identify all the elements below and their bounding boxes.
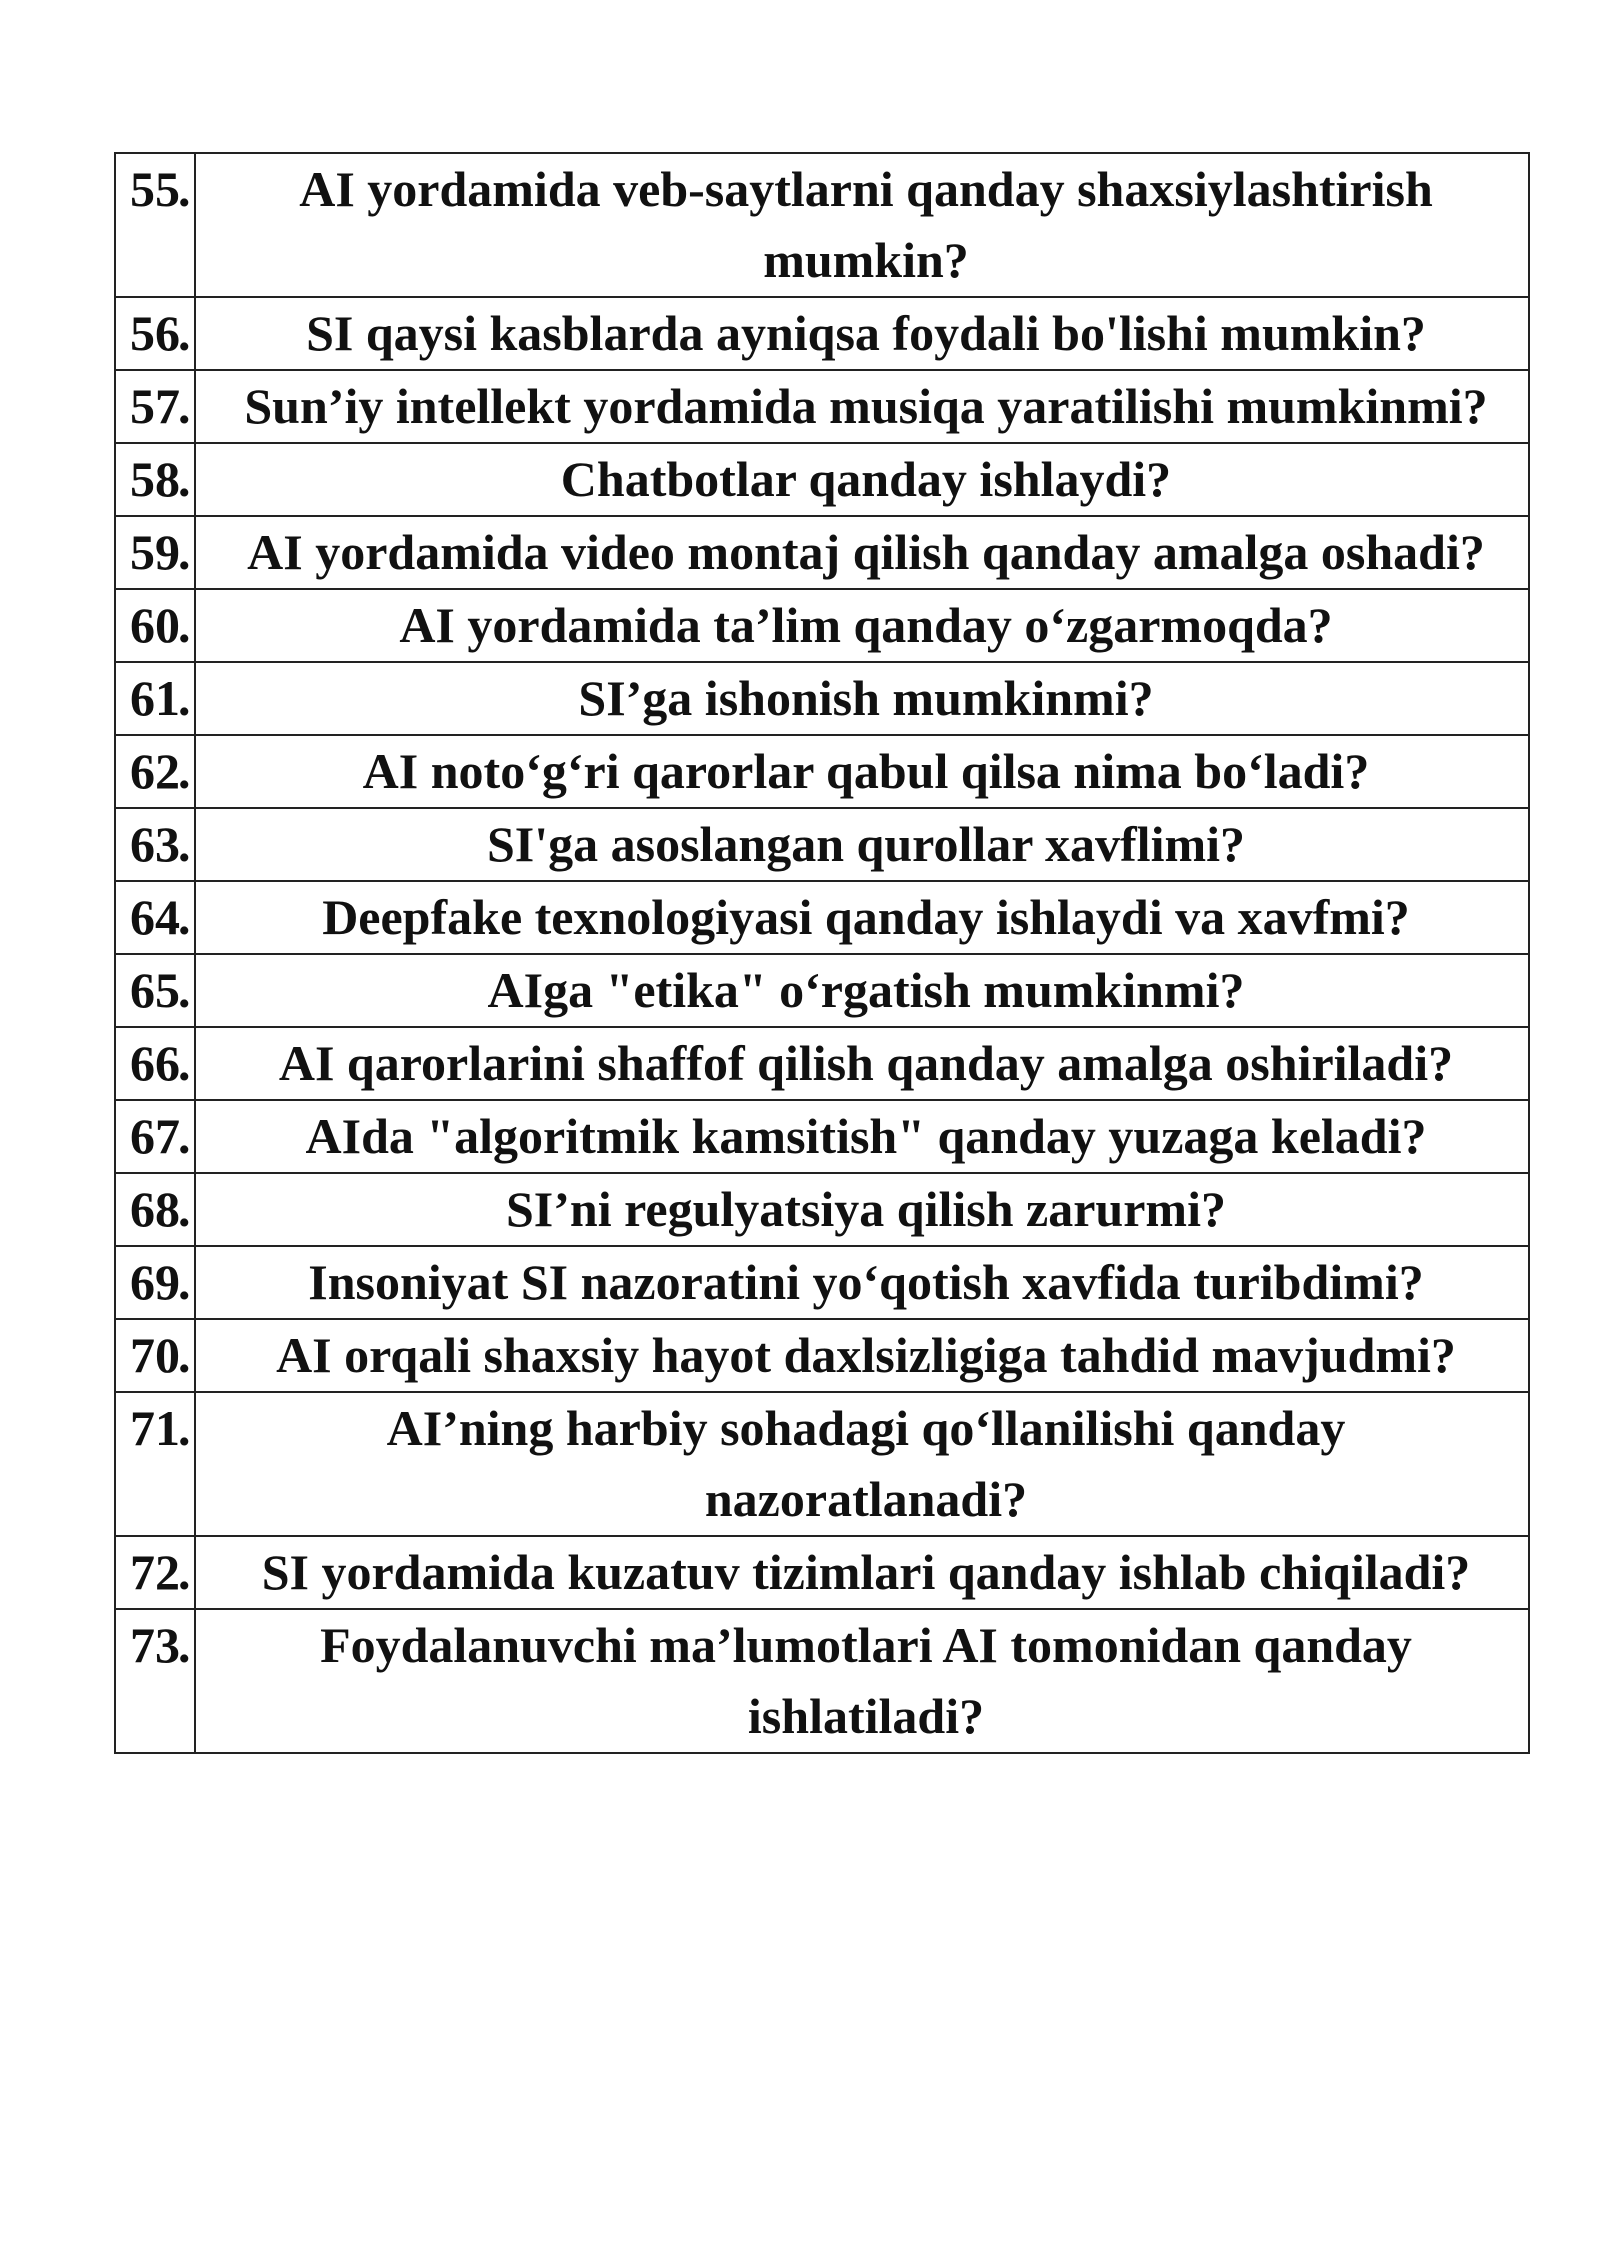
number-dot: . xyxy=(178,889,191,945)
question-number-cell xyxy=(115,1609,195,1753)
number-dot: . xyxy=(178,670,191,726)
number-dot: . xyxy=(178,597,191,653)
number-dot: . xyxy=(178,1108,191,1164)
question-number: 73 xyxy=(130,1617,180,1673)
question-number-cell xyxy=(115,881,195,954)
question-row xyxy=(115,1319,1529,1392)
question-text-cell: SI’ga ishonish mumkinmi? xyxy=(195,662,1529,735)
question-text-cell: SI qaysi kasblarda ayniqsa foydali bo'lishi mumkin? xyxy=(195,297,1529,370)
question-number: 66 xyxy=(130,1035,180,1091)
question-row xyxy=(115,1536,1529,1609)
number-dot: . xyxy=(178,962,191,1018)
question-text-cell: Sun’iy intellekt yordamida musiqa yaratilishi mumkinmi? xyxy=(195,370,1529,443)
question-number: 71 xyxy=(130,1400,180,1456)
question-table xyxy=(114,152,1530,1754)
question-row xyxy=(115,1609,1529,1753)
number-dot: . xyxy=(178,1035,191,1091)
question-number: 58 xyxy=(130,451,180,507)
question-number: 55 xyxy=(130,161,180,217)
number-dot: . xyxy=(178,161,191,217)
question-text-cell: SI yordamida kuzatuv tizimlari qanday ishlab chiqiladi? xyxy=(195,1536,1529,1609)
question-row xyxy=(115,735,1529,808)
question-number: 57 xyxy=(130,378,180,434)
question-number-cell xyxy=(115,153,195,297)
question-table-body xyxy=(115,153,1529,1753)
question-number-cell xyxy=(115,1100,195,1173)
question-row xyxy=(115,662,1529,735)
question-text-cell: AI yordamida veb-saytlarni qanday shaxsiylashtirish mumkin? xyxy=(195,153,1529,297)
question-number: 72 xyxy=(130,1544,180,1600)
question-text-cell: AI yordamida video montaj qilish qanday amalga oshadi? xyxy=(195,516,1529,589)
number-dot: . xyxy=(178,1617,191,1673)
question-number-cell xyxy=(115,1173,195,1246)
question-row xyxy=(115,1027,1529,1100)
question-row xyxy=(115,1173,1529,1246)
number-dot: . xyxy=(178,1327,191,1383)
question-row xyxy=(115,1100,1529,1173)
question-text-cell: AI orqali shaxsiy hayot daxlsizligiga tahdid mavjudmi? xyxy=(195,1319,1529,1392)
question-number-cell xyxy=(115,297,195,370)
question-row xyxy=(115,881,1529,954)
question-number: 59 xyxy=(130,524,180,580)
question-number-cell xyxy=(115,1392,195,1536)
question-text-cell: AI yordamida ta’lim qanday o‘zgarmoqda? xyxy=(195,589,1529,662)
question-number: 68 xyxy=(130,1181,180,1237)
question-number: 62 xyxy=(130,743,180,799)
question-row xyxy=(115,589,1529,662)
question-row xyxy=(115,1392,1529,1536)
question-number-cell xyxy=(115,662,195,735)
number-dot: . xyxy=(178,1400,191,1456)
question-text-cell: AIga "etika" o‘rgatish mumkinmi? xyxy=(195,954,1529,1027)
question-number-cell xyxy=(115,370,195,443)
question-number: 65 xyxy=(130,962,180,1018)
number-dot: . xyxy=(178,1254,191,1310)
question-row xyxy=(115,370,1529,443)
question-number-cell xyxy=(115,1246,195,1319)
number-dot: . xyxy=(178,1181,191,1237)
question-number-cell xyxy=(115,516,195,589)
question-text-cell: SI’ni regulyatsiya qilish zarurmi? xyxy=(195,1173,1529,1246)
question-text-cell: AI noto‘g‘ri qarorlar qabul qilsa nima bo‘ladi? xyxy=(195,735,1529,808)
number-dot: . xyxy=(178,816,191,872)
question-row xyxy=(115,153,1529,297)
question-number: 64 xyxy=(130,889,180,945)
number-dot: . xyxy=(178,743,191,799)
question-number-cell xyxy=(115,1027,195,1100)
question-number-cell xyxy=(115,954,195,1027)
question-number-cell xyxy=(115,443,195,516)
question-number: 61 xyxy=(130,670,180,726)
question-text-cell: AI qarorlarini shaffof qilish qanday amalga oshiriladi? xyxy=(195,1027,1529,1100)
question-number-cell xyxy=(115,589,195,662)
number-dot: . xyxy=(178,451,191,507)
question-number: 67 xyxy=(130,1108,180,1164)
question-text-cell: AIda "algoritmik kamsitish" qanday yuzaga keladi? xyxy=(195,1100,1529,1173)
question-number: 63 xyxy=(130,816,180,872)
question-row xyxy=(115,443,1529,516)
question-text-cell: AI’ning harbiy sohadagi qo‘llanilishi qanday nazoratlanadi? xyxy=(195,1392,1529,1536)
question-row xyxy=(115,954,1529,1027)
question-number-cell xyxy=(115,1536,195,1609)
question-number: 70 xyxy=(130,1327,180,1383)
question-number: 69 xyxy=(130,1254,180,1310)
question-text-cell: Insoniyat SI nazoratini yo‘qotish xavfida turibdimi? xyxy=(195,1246,1529,1319)
number-dot: . xyxy=(178,1544,191,1600)
question-text-cell: Foydalanuvchi ma’lumotlari AI tomonidan qanday ishlatiladi? xyxy=(195,1609,1529,1753)
question-number: 56 xyxy=(130,305,180,361)
question-text-cell: Chatbotlar qanday ishlaydi? xyxy=(195,443,1529,516)
question-number-cell xyxy=(115,735,195,808)
question-row xyxy=(115,808,1529,881)
question-number-cell xyxy=(115,808,195,881)
question-row xyxy=(115,1246,1529,1319)
question-number: 60 xyxy=(130,597,180,653)
number-dot: . xyxy=(178,305,191,361)
question-text-cell: Deepfake texnologiyasi qanday ishlaydi va xavfmi? xyxy=(195,881,1529,954)
question-text-cell: SI'ga asoslangan qurollar xavflimi? xyxy=(195,808,1529,881)
question-number-cell xyxy=(115,1319,195,1392)
question-row xyxy=(115,297,1529,370)
number-dot: . xyxy=(178,524,191,580)
number-dot: . xyxy=(178,378,191,434)
question-row xyxy=(115,516,1529,589)
